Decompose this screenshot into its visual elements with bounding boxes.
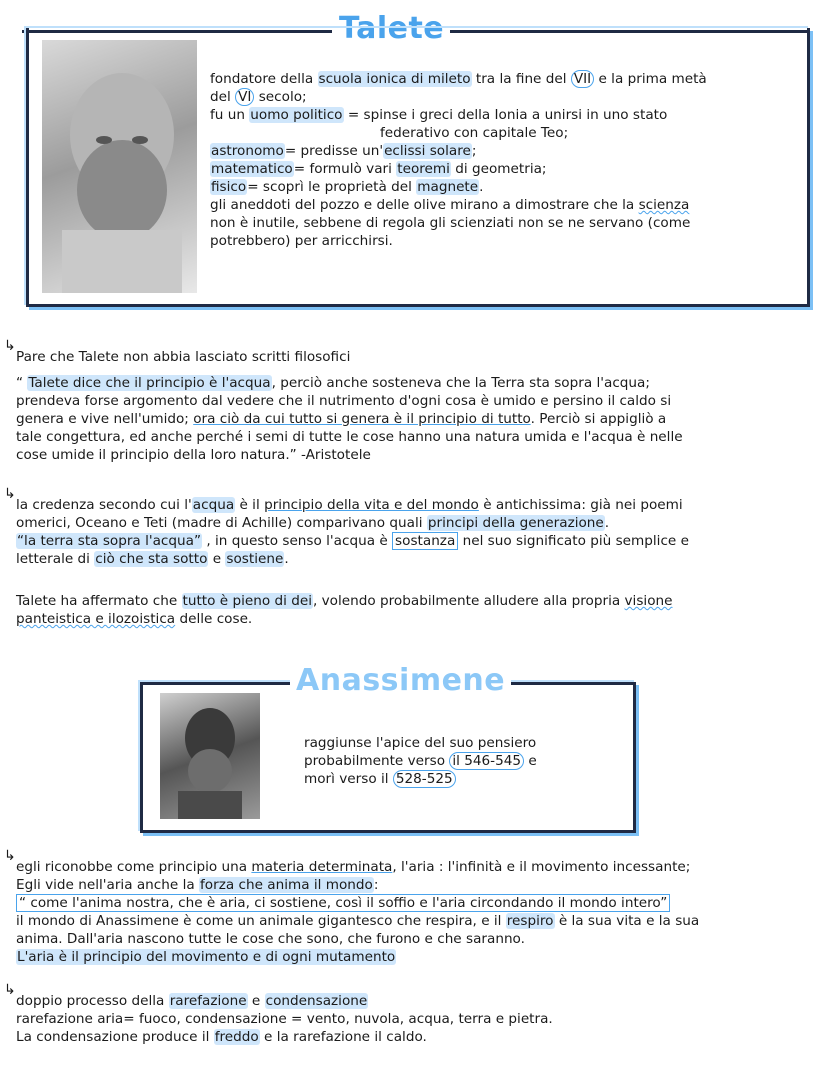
talete-aristotele: Pare che Talete non abbia lasciato scritti filosofici “ Talete dice che il principio è l'acqua, perciò anche sosteneva che la Terra sta sopra l'acqua; prendeva forse argomento dal vedere che il nutrimento d'ogni cosa è umido e persino il caldo si genera e vive nell'umido; ora ciò da cui tutto si genera è il principio di tutto. Perciò si appigliò a tale congettura, ed anche perché i semi di tutte le cose hanno una natura umida e l'acqua è nelle cose umide il principio della loro natura.” -Aristotele: [16, 349, 683, 463]
title-rule-left: [140, 682, 290, 685]
talete-credenza: la credenza secondo cui l'acqua è il principio della vita e del mondo è antichissima: già nei poemi omerici, Oceano e Teti (madre di Achille) comparivano quali principi della generazione. “la terra sta sopra l'acqua” , in questo senso l'acqua è sostanza nel suo significato più semplice e letterale di ciò che sta sotto e sostiene.: [16, 497, 689, 567]
anassimene-aria: egli riconobbe come principio una materia determinata, l'aria : l'infinità e il movimento incessante; Egli vide nell'aria anche la forza che anima il mondo: “ come l'anima nostra, che è aria, ci sostiene, così il soffio e l'aria circondando il mondo intero” il mondo di Anassimene è come un animale gigantesco che respira, e il respiro è la sua vita e la sua anima. Dall'aria nascono tutte le cose che sono, che furono e che saranno. L'aria è il principio del movimento e di ogni mutamento: [16, 859, 700, 965]
talete-dei: Talete ha affermato che tutto è pieno di dei, volendo probabilmente alludere alla propria visione panteistica e ilozoistica delle cose.: [16, 593, 673, 627]
bust-image: [160, 693, 260, 819]
talete-bio: fondatore della scuola ionica di mileto tra la fine del VII e la prima metà del VI secolo; fu un uomo politico = spinse i greci della Ionia a unirsi in uno stato federativo con capitale Teo; astronomo= predisse un'eclissi solare; matematico= formulò vari teoremi di geometria; fisico= scoprì le proprietà del magnete. gli aneddoti del pozzo e delle olive mirano a dimostrare che la scienza non è inutile, sebbene di regola gli scienziati non se ne servano (come potrebbero) per arricchirsi.: [210, 71, 707, 249]
anassimene-processo: doppio processo della rarefazione e condensazione rarefazione aria= fuoco, condensazione = vento, nuvola, acqua, terra e pietra. La condensazione produce il freddo e la rarefazione il caldo.: [16, 993, 553, 1045]
bust-portrait-talete: [42, 40, 197, 293]
talete-title: Talete: [333, 12, 450, 46]
anassimene-bio: raggiunse l'apice del suo pensiero probabilmente verso il 546-545 e morì verso il 528-525: [304, 735, 537, 787]
anassimene-title: Anassimene: [290, 664, 511, 698]
arrow-bullet-icon: ↳: [4, 982, 16, 998]
bust-image: [42, 40, 197, 293]
bust-portrait-anassimene: [160, 693, 260, 819]
arrow-bullet-icon: ↳: [4, 848, 16, 864]
arrow-bullet-icon: ↳: [4, 486, 16, 502]
arrow-bullet-icon: ↳: [4, 338, 16, 354]
